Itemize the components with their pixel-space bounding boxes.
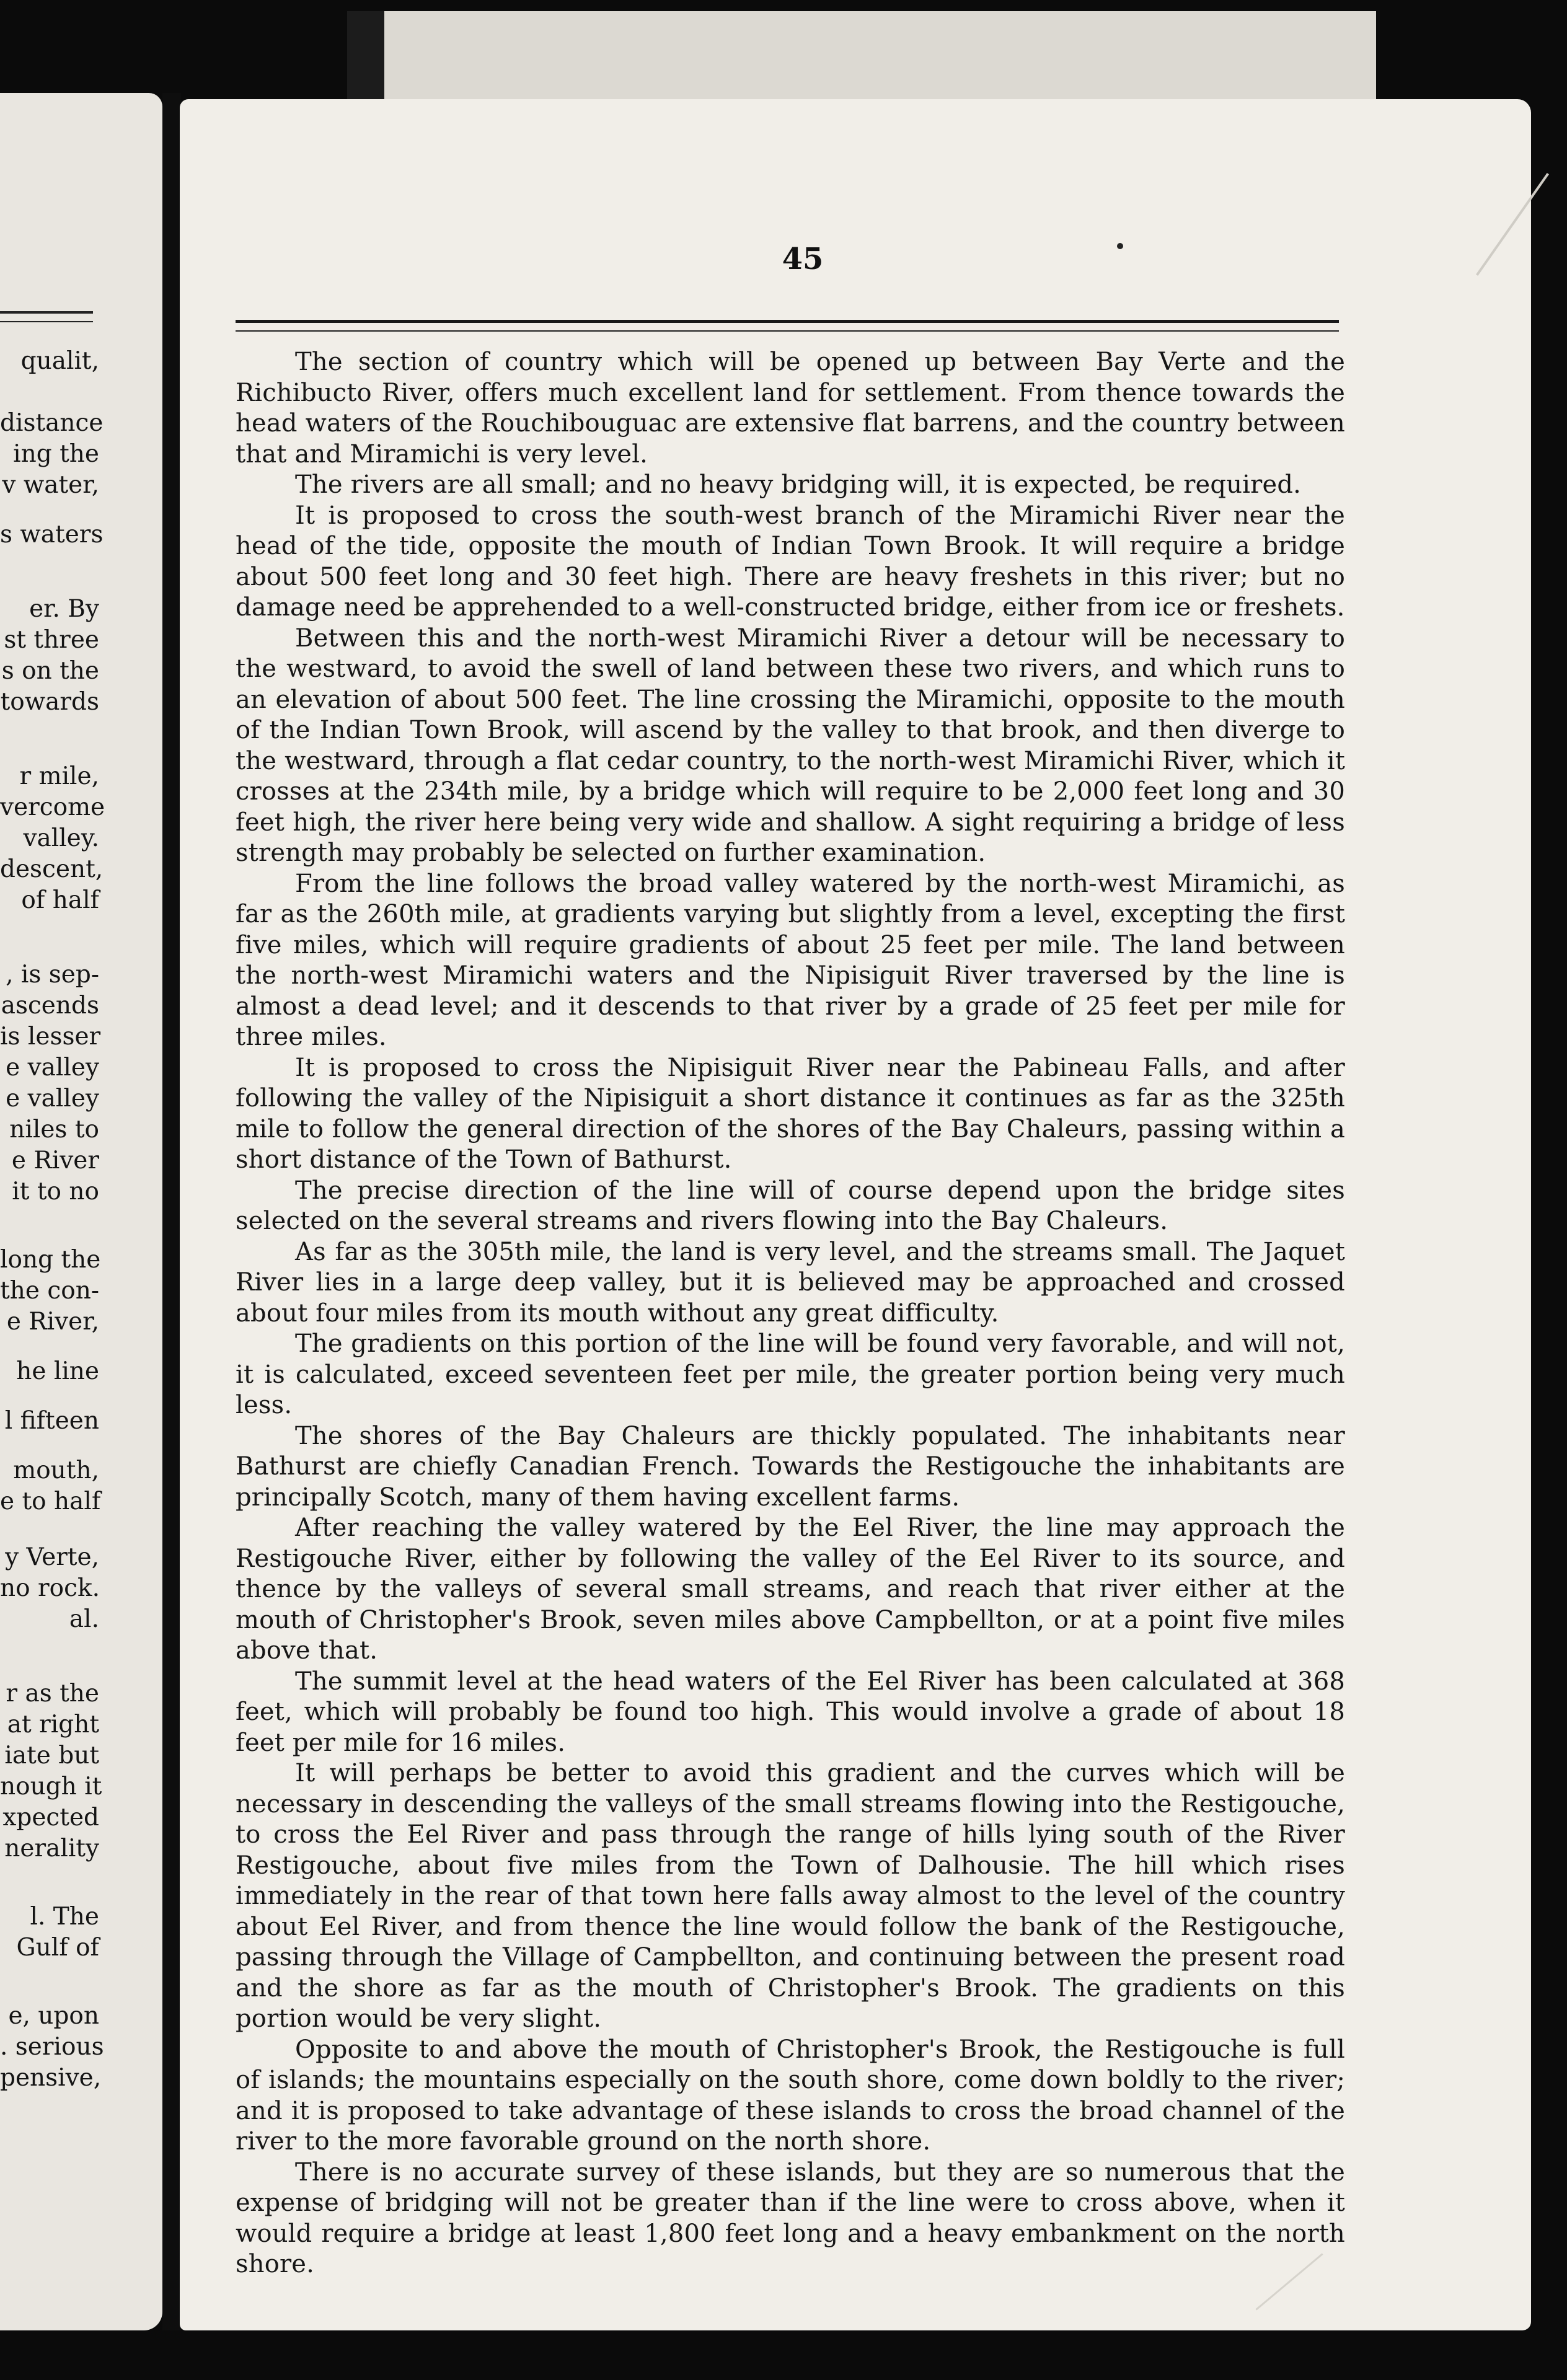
left-page-line: descent, — [0, 855, 104, 883]
left-page — [0, 93, 162, 2330]
page-number: 45 — [782, 242, 824, 276]
top-paper-strip — [384, 11, 1376, 104]
paragraph: The gradients on this portion of the line will be found very favorable, and will not, it is calculated, exceed seventeen feet per mile, the greater portion being very much less. — [236, 1329, 1345, 1419]
left-page-line: at right — [7, 1711, 99, 1739]
left-page-line: it to no — [12, 1178, 99, 1205]
left-page-line: e valley — [6, 1085, 99, 1113]
left-page-line: no rock. — [0, 1574, 100, 1602]
paper-scratch — [1476, 173, 1549, 276]
left-page-line: st three — [4, 626, 99, 654]
left-page-line: e valley — [6, 1054, 99, 1082]
left-page-line: nerality — [4, 1835, 99, 1862]
header-rule — [236, 320, 1339, 332]
left-page-line: towards — [0, 688, 99, 716]
left-page-line: he line — [16, 1357, 99, 1385]
left-page-line: e River, — [6, 1308, 99, 1336]
left-page-line: r mile, — [19, 762, 99, 790]
left-page-line: distance — [0, 409, 104, 437]
paragraph: Between this and the north-west Miramichi River a detour will be necessary to the westward, to avoid the swell of land between these two rivers, and which runs to an elevation of about 500 feet. The line crossing the Miramichi, opposite to the mouth of the Indian Town Brook, will ascend by the valley to that brook, and then diverge to the westward, through a flat cedar country, to the north-west Miramichi River, which it crosses at the 234th mile, by a bridge which will require to be 2,000 feet long and 30 feet high, the river here being very wide and shallow. A sight requiring a bridge of less strength may probably be selected on further examination. — [236, 624, 1345, 867]
gutter-shadow-top — [347, 11, 388, 104]
paragraph: Opposite to and above the mouth of Christopher's Brook, the Restigouche is full of islands; the mountains especially on the south shore, come down boldly to the river; and it is proposed to take advantage of these islands to cross the broad channel of the river to the more favorable ground on the north shore. — [236, 2035, 1345, 2156]
paragraph: It is proposed to cross the south-west branch of the Miramichi River near the head of the tide, opposite the mouth of Indian Town Brook. It will require a bridge about 500 feet long and 30 feet high. There are heavy freshets in this river; but no damage need be apprehended to a well-constructed bridge, either from ice or freshets. — [236, 501, 1345, 622]
left-page-line: pensive, — [0, 2064, 102, 2092]
left-page-line: s on the — [1, 657, 99, 685]
paragraph: From the line follows the broad valley watered by the north-west Miramichi, as far as the 260th mile, at gradients varying but slightly from a level, excepting the first five miles, which will require gradients of about 25 feet per mile. The land between the north-west Miramichi waters and the Nipisiguit River traversed by the line is almost a dead level; and it descends to that river by a grade of 25 feet per mile for three miles. — [236, 869, 1345, 1051]
left-page-line: . serious — [0, 2033, 104, 2061]
paragraph: The summit level at the head waters of the Eel River has been calculated at 368 feet, which will probably be found too high. This would involve a grade of about 18 feet per mile for 16 miles. — [236, 1667, 1345, 1757]
left-page-line: r as the — [6, 1680, 99, 1708]
paragraph: After reaching the valley watered by the Eel River, the line may approach the Restigouche River, either by following the valley of the Eel River to its source, and thence by the valleys of several small streams, and reach that river either at the mouth of Christopher's Brook, seven miles above Campbellton, or at a point five miles above that. — [236, 1514, 1345, 1665]
book-gutter — [162, 93, 181, 2330]
left-page-line: er. By — [29, 595, 99, 623]
paragraph: The rivers are all small; and no heavy bridging will, it is expected, be required. — [295, 470, 1302, 499]
paragraph: The precise direction of the line will of course depend upon the bridge sites selected on the several streams and rivers flowing into the Bay Chaleurs. — [236, 1176, 1345, 1235]
left-page-line: valley. — [23, 824, 99, 852]
left-page-line: niles to — [9, 1116, 99, 1144]
left-page-line: , is sep- — [6, 961, 99, 989]
left-page-line: is lesser — [0, 1023, 101, 1051]
left-page-line: ing the — [13, 440, 99, 468]
paragraph: There is no accurate survey of these islands, but they are so numerous that the expense of bridging will not be greater than if the line were to cross above, when it would require a bridge at least 1,800 feet long and a heavy embankment on the north shore. — [236, 2157, 1345, 2278]
left-page-line: e, upon — [8, 2002, 99, 2030]
left-page-line: y Verte, — [5, 1543, 99, 1571]
left-page-line: vercome — [0, 793, 105, 821]
left-page-line: e to half — [0, 1488, 101, 1515]
left-page-line: nough it — [0, 1773, 102, 1800]
left-page-line: iate but — [4, 1742, 99, 1770]
paragraph: It is proposed to cross the Nipisiguit River near the Pabineau Falls, and after following the valley of the Nipisiguit a short distance it continues as far as the 325th mile to follow the general direction of the shores of the Bay Chaleurs, passing within a short distance of the Town of Bathurst. — [236, 1053, 1345, 1174]
left-page-line: l. The — [30, 1903, 99, 1931]
paragraph: The section of country which will be opened up between Bay Verte and the Richibucto River, offers much excellent land for settlement. From thence towards the head waters of the Rouchibouguac are extensive flat barrens, and the country between that and Miramichi is very level. — [236, 348, 1345, 469]
left-page-line: l fifteen — [4, 1407, 99, 1435]
left-page-line: s waters — [0, 521, 104, 549]
paragraph: It will perhaps be better to avoid this gradient and the curves which will be necessary in descending the valleys of the small streams flowing into the Restigouche, to cross the Eel River and pass through the range of hills lying south of the River Restigouche, about five miles from the Town of Dalhousie. The hill which rises immediately in the rear of that town here falls away almost to the level of the country about Eel River, and from thence the line would follow the bank of the Restigouche, passing through the Village of Campbellton, and continuing between the present road and the shore as far as the mouth of Christopher's Brook. The gradients on this portion would be very slight. — [236, 1759, 1345, 2033]
left-page-line: v water, — [2, 471, 99, 499]
left-page-line: al. — [69, 1605, 99, 1633]
paragraph: As far as the 305th mile, the land is very level, and the streams small. The Jaquet River lies in a large deep valley, but it is believed may be approached and crossed about four miles from its mouth without any great difficulty. — [236, 1237, 1345, 1328]
ink-speck — [1117, 243, 1123, 249]
left-page-line: mouth, — [13, 1457, 99, 1484]
left-page-line: of half — [21, 886, 99, 914]
left-page-line: ascends — [1, 992, 99, 1020]
left-page-line: e River — [11, 1147, 99, 1175]
body-text — [236, 347, 1345, 2280]
left-page-line: qualit, — [20, 347, 99, 375]
left-page-line: xpected — [2, 1804, 99, 1831]
paragraph: The shores of the Bay Chaleurs are thickly populated. The inhabitants near Bathurst are chiefly Canadian French. Towards the Restigouche the inhabitants are principally Scotch, many of them having excellent farms. — [236, 1421, 1345, 1512]
left-page-line: long the — [0, 1246, 101, 1274]
left-page-line: Gulf of — [16, 1934, 99, 1962]
left-page-line: the con- — [0, 1277, 99, 1305]
left-page-header-rule — [0, 311, 93, 322]
